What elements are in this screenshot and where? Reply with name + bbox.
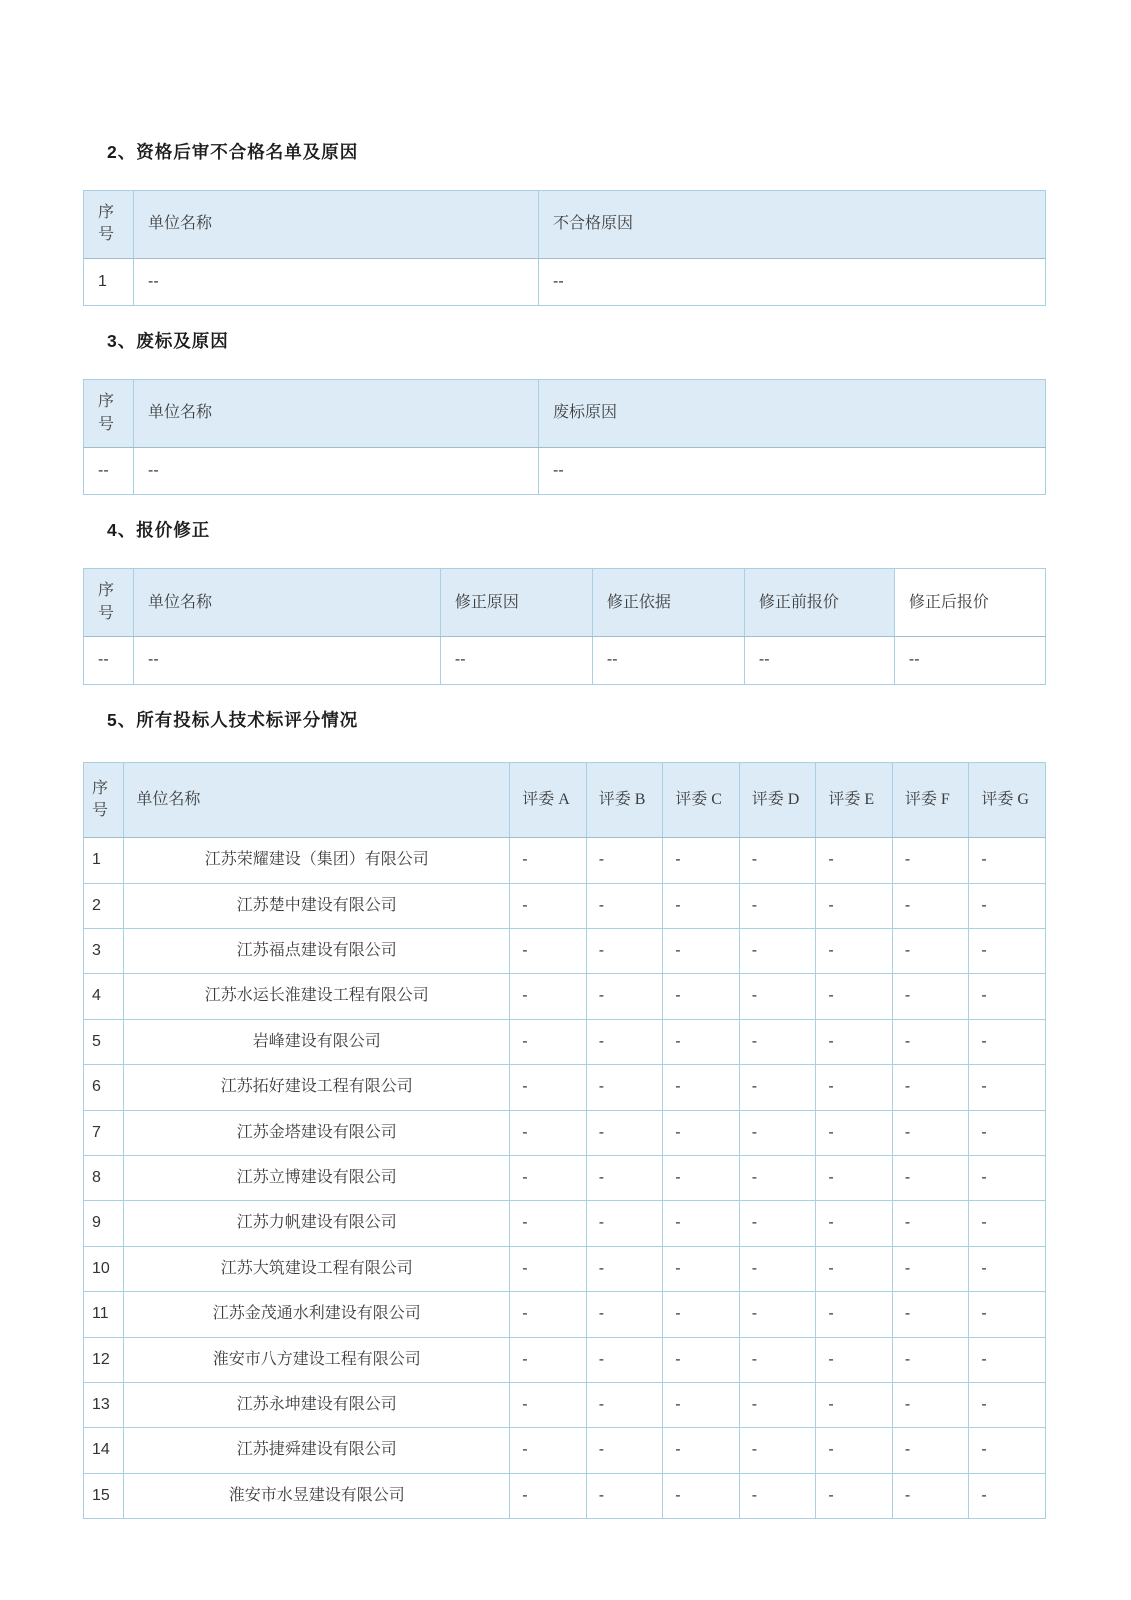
value-cell: - (892, 1065, 969, 1110)
invalid-bids-table (83, 379, 1046, 495)
value-cell: - (892, 1337, 969, 1382)
value-cell: - (739, 1382, 816, 1427)
value-cell: - (510, 974, 587, 1019)
value-cell: - (816, 1110, 893, 1155)
unit-name-cell: 江苏金塔建设有限公司 (124, 1110, 510, 1155)
unit-name-cell: 江苏水运长淮建设工程有限公司 (124, 974, 510, 1019)
value-cell: - (510, 1019, 587, 1064)
value-cell: - (816, 1065, 893, 1110)
value-cell: - (739, 929, 816, 974)
value-cell: - (663, 1246, 740, 1291)
serial-cell: 10 (84, 1246, 124, 1291)
section-technical-scores-heading: 5、所有投标人技术标评分情况 (107, 709, 359, 730)
unit-name-cell: 江苏拓好建设工程有限公司 (124, 1065, 510, 1110)
value-cell: - (969, 1337, 1046, 1382)
section-technical-scores (83, 707, 1046, 1520)
value-cell: - (892, 1201, 969, 1246)
value-cell: -- (539, 258, 1046, 305)
value-cell: - (663, 1019, 740, 1064)
value-cell: - (663, 1292, 740, 1337)
value-cell: - (586, 883, 663, 928)
value-cell: - (663, 1201, 740, 1246)
column-header: 评委 G (969, 762, 1046, 838)
table-header (84, 191, 1046, 259)
value-cell: - (969, 1156, 1046, 1201)
unit-name-cell: 江苏立博建设有限公司 (124, 1156, 510, 1201)
unqualified-table (83, 190, 1046, 306)
serial-cell: 2 (84, 883, 124, 928)
serial-cell: 6 (84, 1065, 124, 1110)
value-cell: - (739, 1019, 816, 1064)
value-cell: - (969, 883, 1046, 928)
value-cell: - (816, 883, 893, 928)
value-cell: - (663, 929, 740, 974)
value-cell: - (510, 1382, 587, 1427)
serial-cell: 15 (84, 1473, 124, 1518)
table-row (84, 1292, 1046, 1337)
value-cell: - (739, 1201, 816, 1246)
value-cell: - (969, 929, 1046, 974)
column-header: 序号 (84, 380, 134, 448)
unit-name-cell: 淮安市水昱建设有限公司 (124, 1473, 510, 1518)
value-cell: - (586, 838, 663, 883)
column-header: 废标原因 (539, 380, 1046, 448)
serial-cell: 4 (84, 974, 124, 1019)
value-cell: - (510, 1156, 587, 1201)
value-cell: - (663, 838, 740, 883)
value-cell: - (586, 1019, 663, 1064)
table-row (84, 1382, 1046, 1427)
header-row (84, 380, 1046, 448)
value-cell: - (739, 1428, 816, 1473)
section-unqualified-list (83, 139, 1046, 306)
value-cell: - (739, 1110, 816, 1155)
value-cell: - (586, 1110, 663, 1155)
value-cell: - (892, 1019, 969, 1064)
value-cell: - (816, 1156, 893, 1201)
value-cell: - (892, 1246, 969, 1291)
value-cell: - (510, 838, 587, 883)
value-cell: - (892, 1110, 969, 1155)
section-invalid-bids (83, 328, 1046, 495)
value-cell: - (969, 838, 1046, 883)
serial-cell: 3 (84, 929, 124, 974)
serial-cell: 11 (84, 1292, 124, 1337)
value-cell: - (510, 1246, 587, 1291)
value-cell: - (510, 1337, 587, 1382)
value-cell: - (816, 1246, 893, 1291)
serial-cell: 1 (84, 258, 134, 305)
value-cell: -- (592, 637, 744, 684)
unit-name-cell: 江苏荣耀建设（集团）有限公司 (124, 838, 510, 883)
value-cell: - (586, 1246, 663, 1291)
technical-scores-table (83, 762, 1046, 1520)
section-unqualified-heading: 2、资格后审不合格名单及原因 (107, 142, 359, 162)
value-cell: - (510, 1428, 587, 1473)
table-row (84, 1019, 1046, 1064)
section-price-correction (83, 517, 1046, 684)
value-cell: - (663, 1065, 740, 1110)
value-cell: - (739, 1156, 816, 1201)
serial-cell: -- (84, 447, 134, 494)
table-row (84, 974, 1046, 1019)
value-cell: - (969, 1292, 1046, 1337)
value-cell: - (969, 974, 1046, 1019)
value-cell: - (586, 1382, 663, 1427)
value-cell: - (816, 1337, 893, 1382)
value-cell: - (586, 1473, 663, 1518)
value-cell: -- (539, 447, 1046, 494)
header-row (84, 762, 1046, 838)
column-header: 评委 E (816, 762, 893, 838)
section-price-correction-heading: 4、报价修正 (107, 520, 211, 541)
value-cell: - (510, 1292, 587, 1337)
serial-cell: 1 (84, 838, 124, 883)
column-header: 序号 (84, 191, 134, 259)
header-row (84, 569, 1046, 637)
serial-cell: -- (84, 637, 134, 684)
value-cell: - (892, 1382, 969, 1427)
value-cell: - (663, 1337, 740, 1382)
table-header (84, 380, 1046, 448)
value-cell: - (739, 883, 816, 928)
value-cell: - (816, 1382, 893, 1427)
unit-name-cell: -- (134, 258, 539, 305)
value-cell: - (586, 1428, 663, 1473)
value-cell: - (816, 1473, 893, 1518)
value-cell: - (510, 1473, 587, 1518)
value-cell: - (510, 1110, 587, 1155)
value-cell: - (816, 838, 893, 883)
value-cell: - (816, 1292, 893, 1337)
table-header (84, 569, 1046, 637)
table-row (84, 1110, 1046, 1155)
column-header: 序号 (84, 569, 134, 637)
table-row (84, 1337, 1046, 1382)
column-header: 评委 A (510, 762, 587, 838)
value-cell: - (816, 974, 893, 1019)
column-header: 修正前报价 (744, 569, 894, 637)
unit-name-cell: -- (134, 637, 441, 684)
value-cell: - (892, 838, 969, 883)
section-invalid-bids-heading: 3、废标及原因 (107, 331, 229, 352)
unit-name-cell: 淮安市八方建设工程有限公司 (124, 1337, 510, 1382)
value-cell: - (892, 929, 969, 974)
unit-name-cell: 江苏金茂通水利建设有限公司 (124, 1292, 510, 1337)
value-cell: - (586, 1292, 663, 1337)
table-row (84, 1065, 1046, 1110)
value-cell: - (663, 974, 740, 1019)
column-header: 评委 C (663, 762, 740, 838)
value-cell: - (969, 1065, 1046, 1110)
column-header: 修正后报价 (894, 569, 1045, 637)
table-row (84, 1246, 1046, 1291)
unit-name-cell: 江苏捷舜建设有限公司 (124, 1428, 510, 1473)
value-cell: - (739, 1246, 816, 1291)
column-header: 修正依据 (592, 569, 744, 637)
unit-name-cell: 岩峰建设有限公司 (124, 1019, 510, 1064)
value-cell: - (816, 1201, 893, 1246)
value-cell: - (663, 1110, 740, 1155)
value-cell: - (586, 1156, 663, 1201)
value-cell: - (510, 1065, 587, 1110)
table-row (84, 883, 1046, 928)
unit-name-cell: 江苏力帆建设有限公司 (124, 1201, 510, 1246)
value-cell: - (739, 1292, 816, 1337)
value-cell: - (586, 929, 663, 974)
column-header: 修正原因 (440, 569, 592, 637)
value-cell: - (969, 1201, 1046, 1246)
table-header (84, 762, 1046, 838)
table-body (84, 838, 1046, 1519)
column-header: 单位名称 (134, 569, 441, 637)
value-cell: - (892, 1156, 969, 1201)
value-cell: - (816, 1019, 893, 1064)
value-cell: -- (744, 637, 894, 684)
value-cell: - (510, 929, 587, 974)
value-cell: - (892, 1473, 969, 1518)
value-cell: - (892, 883, 969, 928)
value-cell: - (892, 974, 969, 1019)
value-cell: - (739, 974, 816, 1019)
value-cell: - (816, 1428, 893, 1473)
table-row (84, 447, 1046, 494)
value-cell: - (969, 1473, 1046, 1518)
column-header: 单位名称 (134, 191, 539, 259)
value-cell: - (586, 974, 663, 1019)
table-body (84, 447, 1046, 494)
serial-cell: 9 (84, 1201, 124, 1246)
value-cell: - (816, 929, 893, 974)
serial-cell: 5 (84, 1019, 124, 1064)
serial-cell: 14 (84, 1428, 124, 1473)
value-cell: - (969, 1246, 1046, 1291)
table-row (84, 929, 1046, 974)
value-cell: - (892, 1428, 969, 1473)
unit-name-cell: 江苏楚中建设有限公司 (124, 883, 510, 928)
serial-cell: 13 (84, 1382, 124, 1427)
value-cell: - (892, 1292, 969, 1337)
serial-cell: 8 (84, 1156, 124, 1201)
value-cell: - (510, 883, 587, 928)
value-cell: - (663, 1156, 740, 1201)
value-cell: - (739, 838, 816, 883)
column-header: 评委 B (586, 762, 663, 838)
header-row (84, 191, 1046, 259)
column-header: 评委 F (892, 762, 969, 838)
column-header: 评委 D (739, 762, 816, 838)
column-header: 不合格原因 (539, 191, 1046, 259)
serial-cell: 7 (84, 1110, 124, 1155)
column-header: 序号 (84, 762, 124, 838)
value-cell: - (969, 1019, 1046, 1064)
unit-name-cell: 江苏大筑建设工程有限公司 (124, 1246, 510, 1291)
value-cell: - (663, 1382, 740, 1427)
value-cell: -- (894, 637, 1045, 684)
value-cell: - (739, 1337, 816, 1382)
value-cell: -- (440, 637, 592, 684)
value-cell: - (586, 1065, 663, 1110)
value-cell: - (510, 1201, 587, 1246)
unit-name-cell: 江苏福点建设有限公司 (124, 929, 510, 974)
price-correction-table (83, 568, 1046, 684)
value-cell: - (739, 1065, 816, 1110)
value-cell: - (663, 1473, 740, 1518)
value-cell: - (586, 1337, 663, 1382)
table-row (84, 1201, 1046, 1246)
table-body (84, 637, 1046, 684)
column-header: 单位名称 (124, 762, 510, 838)
value-cell: - (969, 1382, 1046, 1427)
value-cell: - (969, 1110, 1046, 1155)
table-row (84, 258, 1046, 305)
table-row (84, 637, 1046, 684)
value-cell: - (969, 1428, 1046, 1473)
value-cell: - (663, 1428, 740, 1473)
serial-cell: 12 (84, 1337, 124, 1382)
column-header: 单位名称 (134, 380, 539, 448)
value-cell: - (663, 883, 740, 928)
table-row (84, 838, 1046, 883)
unit-name-cell: 江苏永坤建设有限公司 (124, 1382, 510, 1427)
table-body (84, 258, 1046, 305)
value-cell: - (739, 1473, 816, 1518)
value-cell: - (586, 1201, 663, 1246)
table-row (84, 1156, 1046, 1201)
table-row (84, 1473, 1046, 1518)
table-row (84, 1428, 1046, 1473)
unit-name-cell: -- (134, 447, 539, 494)
